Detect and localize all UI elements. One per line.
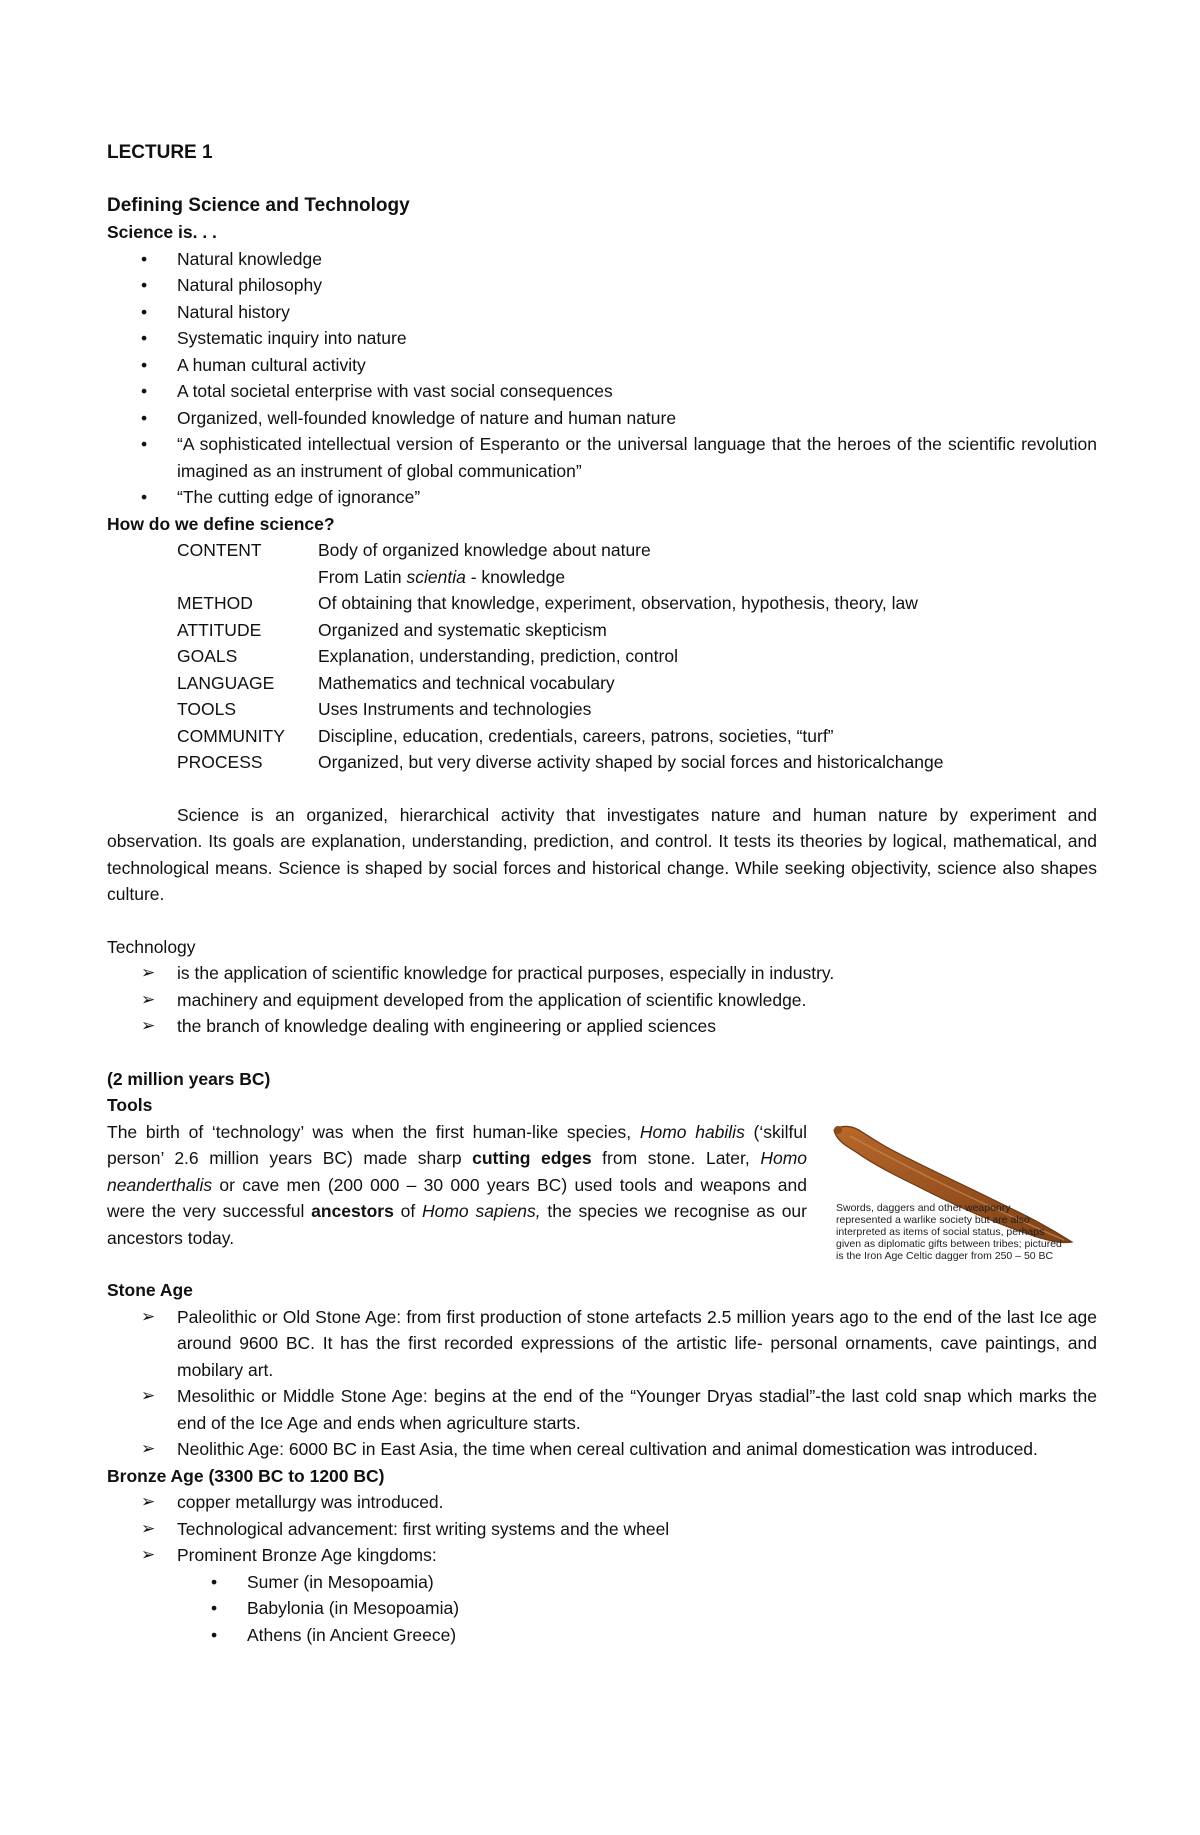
summary-paragraph: Science is an organized, hierarchical activity that investigates nature and human nature by experiment and observation. Its goals are explanation, understanding, prediction, and control. It tests its theories by logical, mathematical, and technological means. Science is shaped by social forces and historical change. While seeking objectivity, science also shapes culture. [107,804,1097,904]
stone-age-list [107,1304,1097,1463]
list-item: • Organized, well-founded knowledge of nature and human nature [177,405,1097,432]
tools-heading: Tools [107,1095,153,1115]
list-item: • “A sophisticated intellectual version of Esperanto or the universal language that the heroes of the scientific revolution imagined as an instrument of global communication” [177,431,1097,484]
definition-value: Explanation, understanding, prediction, control [318,646,678,666]
list-item: ➢ copper metallurgy was introduced. [177,1489,1097,1516]
definition-key: ATTITUDE [177,619,262,640]
definition-key: METHOD [177,593,253,613]
table-row [177,617,943,644]
list-item: • Babylonia (in Mesopoamia) [247,1595,1097,1622]
species-name: Homo sapiens, [421,1201,541,1221]
definition-value: Uses Instruments and technologies [318,699,592,719]
definition-key: PROCESS [177,752,263,772]
list-item: ➢ machinery and equipment developed from the application of scientific knowledge. [177,987,1097,1014]
tools-section [107,1066,1097,1262]
definition-key: GOALS [177,646,238,666]
definition-value: Of obtaining that knowledge, experiment, observation, hypothesis, theory, law [318,593,918,613]
technology-list [107,960,1097,1040]
species-name: Homo neanderthalis [107,1148,808,1195]
kingdoms-list [107,1569,1097,1649]
list-item: • Natural history [177,299,1097,326]
list-item: ➢ Mesolithic or Middle Stone Age: begins at the end of the “Younger Dryas stadial”-the last cold snap which marks the end of the Ice Age and ends when agriculture starts. [177,1383,1097,1436]
definition-key: COMMUNITY [177,725,285,746]
table-row [177,590,943,617]
bronze-age-list [107,1489,1097,1569]
list-item: ➢ Paleolithic or Old Stone Age: from first production of stone artefacts 2.5 million years ago to the end of the last Ice age around 9600 BC. It has the first recorded expressions of the artistic life- personal ornaments, cave paintings, and mobilary art. [177,1304,1097,1384]
list-item: ➢ Neolithic Age: 6000 BC in East Asia, the time when cereal cultivation and animal domestication was introduced. [177,1436,1097,1463]
list-item: ➢ is the application of scientific knowledge for practical purposes, especially in industry. [177,960,1097,987]
table-row [177,749,943,776]
tools-era: (2 million years BC) [107,1068,271,1089]
list-item: • A human cultural activity [177,352,1097,379]
list-item: • Sumer (in Mesopoamia) [247,1569,1097,1596]
dagger-figure [832,1122,1097,1292]
list-item: • “The cutting edge of ignorance” [177,484,1097,511]
definition-key: TOOLS [177,699,237,719]
lecture-label: LECTURE 1 [107,142,213,163]
table-row [177,723,943,750]
list-item: • Athens (in Ancient Greece) [247,1622,1097,1649]
list-item: ➢ the branch of knowledge dealing with engineering or applied sciences [177,1013,1097,1040]
definition-table [177,537,943,776]
science-is-heading: Science is. . . [107,222,217,242]
bronze-age-heading: Bronze Age (3300 BC to 1200 BC) [107,1465,385,1486]
definition-key: CONTENT [177,540,262,560]
figure-caption: Swords, daggers and other weaponry represented a warlike society but are also interpreted as items of social status, perhaps given as diplomatic gifts between tribes; pictured is the Iron Age Celtic dagger from 250 – 50 BC [836,1201,1062,1262]
table-row [177,670,943,697]
key-term: ancestors [311,1201,394,1221]
list-item: • Natural knowledge [177,246,1097,273]
definition-key [177,564,318,591]
table-row [177,643,943,670]
technology-heading: Technology [107,936,196,957]
key-term: cutting edges [472,1148,592,1168]
definition-value: Discipline, education, credentials, careers, patrons, societies, “turf” [318,725,834,746]
latin-term: scientia [406,566,466,587]
definition-value: Body of organized knowledge about nature [318,540,651,560]
species-name: Homo habilis [639,1121,745,1142]
document-page [107,140,1097,1648]
definition-key: LANGUAGE [177,672,275,693]
science-is-list [107,246,1097,511]
list-item: ➢ Prominent Bronze Age kingdoms: [177,1542,1097,1569]
list-item: • Natural philosophy [177,272,1097,299]
definition-value: From Latin scientia - knowledge [318,566,566,587]
table-row [177,564,943,591]
stone-age-heading: Stone Age [107,1280,193,1300]
list-item: • A total societal enterprise with vast social consequences [177,378,1097,405]
table-row [177,537,943,564]
definition-value: Mathematics and technical vocabulary [318,672,615,693]
tools-paragraph: The birth of ‘technology’ was when the first human-like species, Homo habilis (‘skilful person’ 2.6 million years BC) made sharp cutting edges from stone. Later, Homo neanderthalis or cave men (200 000 – 30 000 years BC) used tools and weapons and were the very successful ancestors of Homo sapiens, the species we recognise as our ancestors today. [107,1121,808,1248]
list-item: ➢ Technological advancement: first writing systems and the wheel [177,1516,1097,1543]
definition-value: Organized, but very diverse activity shaped by social forces and historicalchange [318,752,944,772]
table-row [177,696,943,723]
page-title: Defining Science and Technology [107,194,410,216]
define-heading: How do we define science? [107,513,335,534]
list-item: • Systematic inquiry into nature [177,325,1097,352]
definition-value: Organized and systematic skepticism [318,619,607,640]
